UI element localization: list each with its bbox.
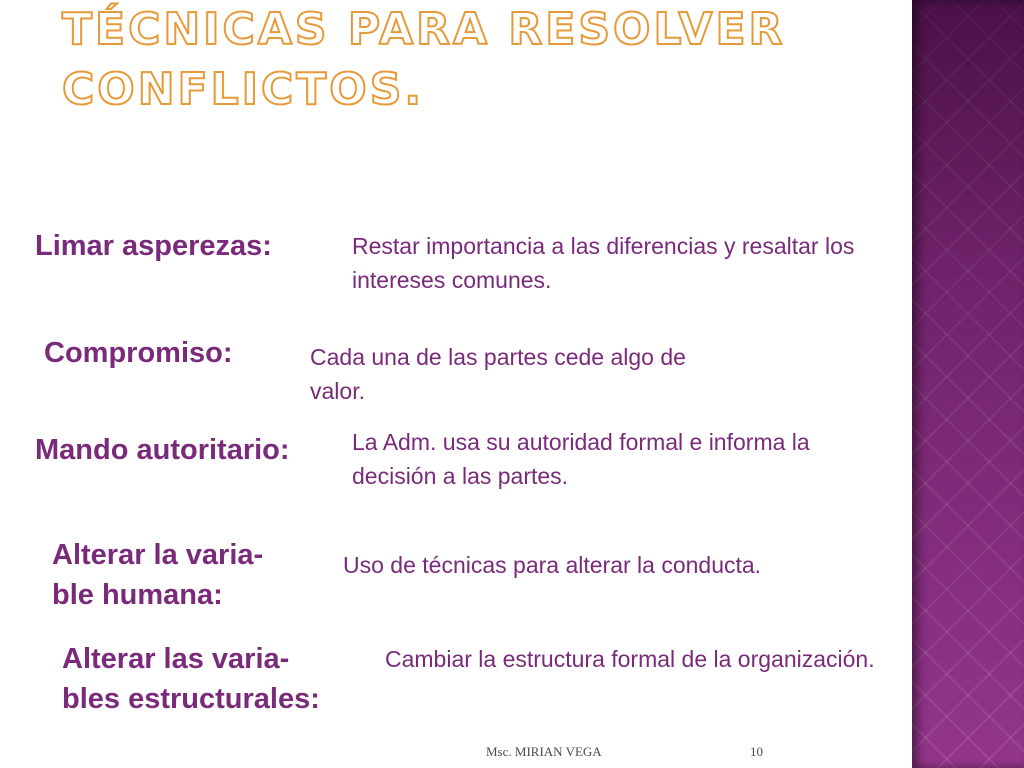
term-line: ble humana: [52,579,223,611]
term-limar-asperezas: Limar asperezas: [35,230,272,262]
term-alterar-variable-humana [52,535,263,615]
term-mando-autoritario: Mando autoritario: [35,434,290,466]
term-compromiso: Compromiso: [44,337,233,369]
term-alterar-variables-estructurales [62,639,320,719]
term-line: bles estructurales: [62,683,320,715]
desc-line: Uso de técnicas para alterar la conducta. [343,552,762,578]
slide-title [62,0,902,120]
desc-line: valor. [310,378,365,404]
desc-line: La Adm. usa su autoridad formal e informa la [352,429,810,455]
desc-compromiso [310,340,810,408]
title-line-1: TÉCNICAS PARA RESOLVER [62,4,786,55]
footer-page-number: 10 [750,744,763,759]
term-line: Alterar la varia- [52,539,264,571]
desc-line: Cambiar la estructura formal de la organización. [385,646,875,672]
desc-alterar-variables-estructurales [385,642,1000,676]
desc-alterar-variable-humana [343,548,903,582]
desc-limar-asperezas [352,229,992,297]
term-line: Alterar las varia- [62,643,290,675]
footer-author: Msc. MIRIAN VEGA [486,744,602,759]
desc-line: Restar importancia a las diferencias y resaltar los [352,233,855,259]
desc-mando-autoritario [352,425,952,493]
desc-line: intereses comunes. [352,267,552,293]
desc-line: decisión a las partes. [352,463,569,489]
title-line-2: CONFLICTOS. [62,64,425,115]
desc-line: Cada una de las partes cede algo de [310,344,686,370]
